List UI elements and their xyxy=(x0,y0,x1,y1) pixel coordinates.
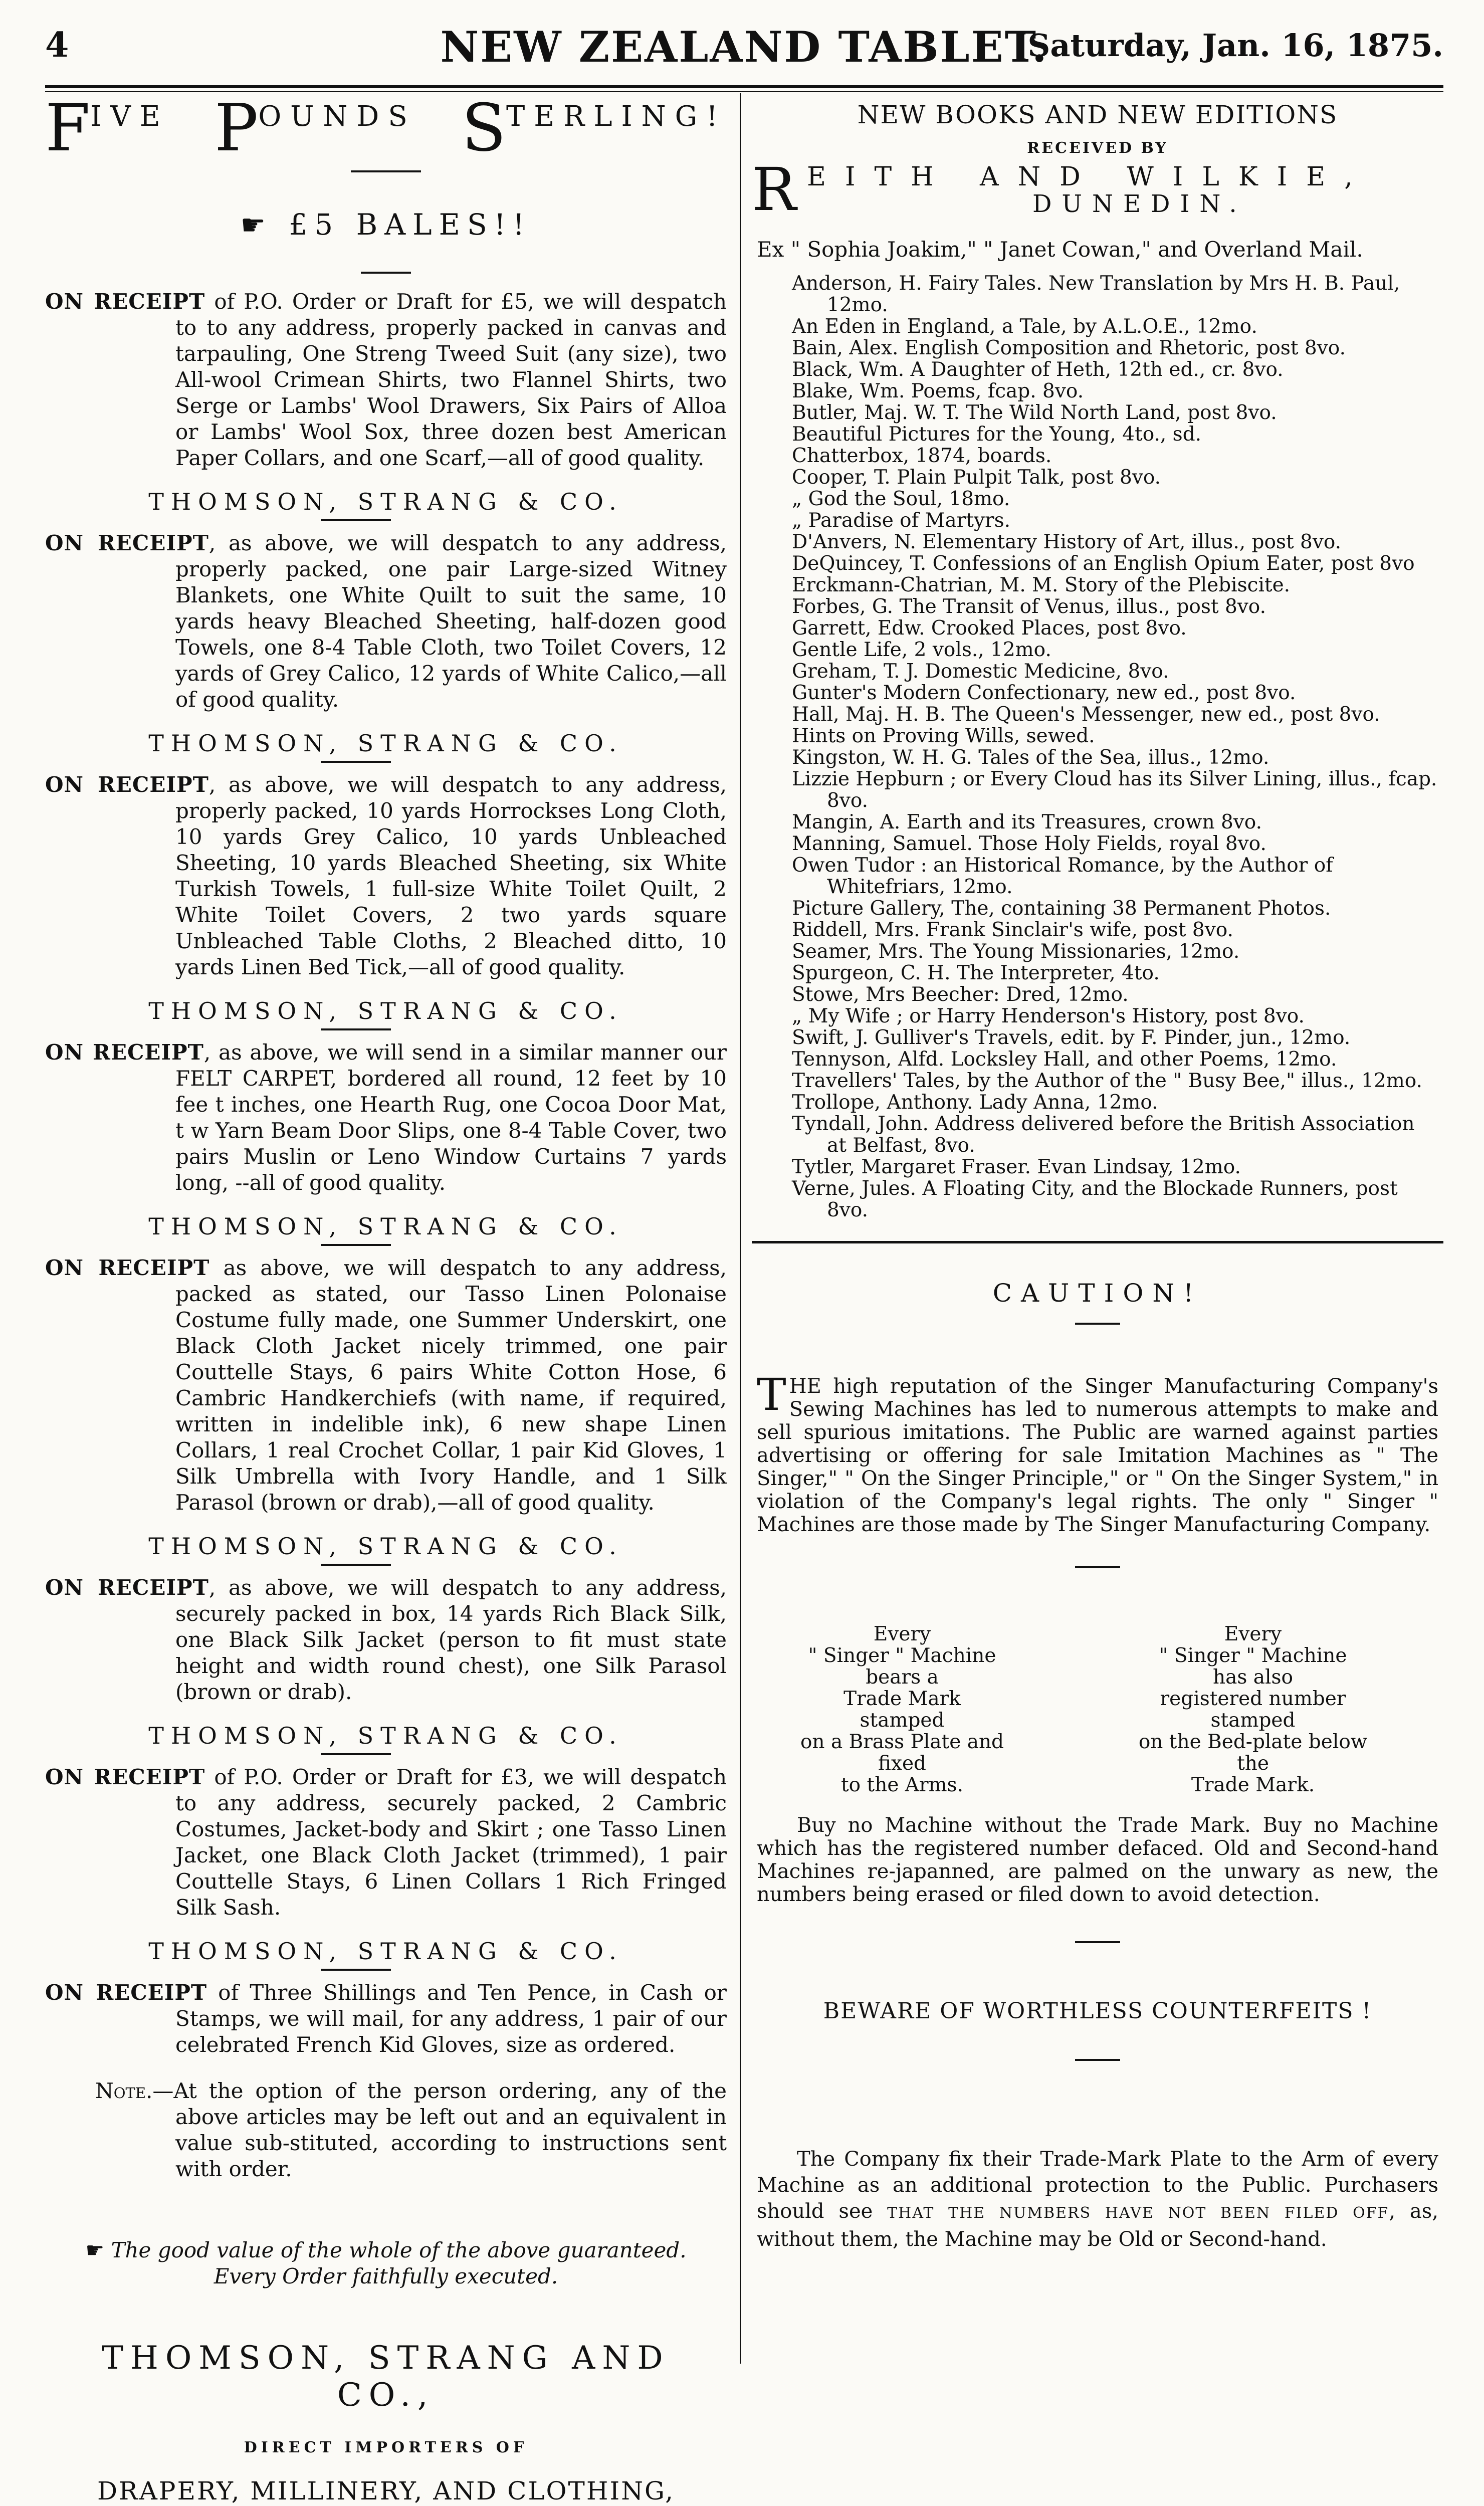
right-column xyxy=(752,95,1443,2272)
divider-rule xyxy=(321,761,391,763)
note-label: Note. xyxy=(95,2078,153,2103)
book-entry: Picture Gallery, The, containing 38 Permanent Photos. xyxy=(792,897,1331,920)
thomson-strang-advertisement xyxy=(45,90,727,2506)
book-entry: Kingston, W. H. G. Tales of the Sea, illus., 12mo. xyxy=(792,746,1269,769)
book-entry: „ Paradise of Martyrs. xyxy=(792,509,1011,532)
book-entry: Beautiful Pictures for the Young, 4to., sd. xyxy=(792,423,1202,446)
offer-text: of P.O. Order or Draft for £3, we will despatch to any address, securely packed, 2 Cambric Costumes, Jacket-body and Skirt ; one Tasso Linen Jacket, one Black Cloth Jacket (trimmed), 1 pair Couttelle Stays, 6 Linen Collars 1 Rich Fringed Silk Sash. xyxy=(175,1765,727,1920)
firm-signature: THOMSON, STRANG & CO. xyxy=(148,1213,623,1240)
guarantee-line-1: The good value of the whole of the above guaranteed. xyxy=(111,2238,687,2262)
book-entry: Tennyson, Alfd. Locksley Hall, and other Poems, 12mo. xyxy=(792,1048,1337,1071)
offer-lead: ON RECEIPT xyxy=(45,1575,209,1600)
caution-body: HE high reputation of the Singer Manufacturing Company's Sewing Machines has led to numerous attempts to make and sell spurious imitations. The Public are warned against parties advertising or offering for sale Imitation Machines as " The Singer," " On the Singer Principle," or " On the Singer System," in violation of the Company's legal rights. The only " Singer " Machines are those made by The Singer Manufacturing Company. xyxy=(757,1375,1438,1536)
book-entry: Erckmann-Chatrian, M. M. Story of the Plebiscite. xyxy=(792,574,1291,596)
offer-lead: ON RECEIPT xyxy=(45,1765,205,1789)
importers-line: DIRECT IMPORTERS OF xyxy=(244,2439,528,2456)
offer-paragraph xyxy=(45,530,727,713)
trade-mark-line: Trade Mark. xyxy=(1191,1774,1315,1796)
plate-text-caps: THAT THE NUMBERS HAVE NOT BEEN FILED OFF xyxy=(887,2204,1389,2222)
trade-mark-line: stamped xyxy=(860,1709,945,1732)
book-entry: Black, Wm. A Daughter of Heth, 12th ed., cr. 8vo. xyxy=(792,358,1284,381)
trade-mark-plate-paragraph xyxy=(752,2146,1443,2252)
buy-no-paragraph: Buy no Machine without the Trade Mark. Buy no Machine which has the registered number defaced. Old and Second-hand Machines re-japanned, are palmed on the unwary as new, the numbers being erased or filed down to avoid detection. xyxy=(757,1814,1438,1906)
book-entry: D'Anvers, N. Elementary History of Art, illus., post 8vo. xyxy=(792,531,1342,553)
firm-signature: THOMSON, STRANG & CO. xyxy=(148,488,623,515)
offer-paragraph xyxy=(45,289,727,471)
plate-text-b: , as, without them, the Machine may be Old or Second-hand. xyxy=(757,2200,1438,2251)
book-entry: Tyndall, John. Address delivered before the British Association at Belfast, 8vo. xyxy=(792,1113,1415,1157)
heading-word-ounds: OUNDS xyxy=(258,100,416,133)
guarantee-line-2: Every Order faithfully executed. xyxy=(214,2264,558,2288)
divider-rule xyxy=(321,1244,391,1246)
newspaper-title: NEW ZEALAND TABLET. xyxy=(440,22,1048,72)
book-entry: Seamer, Mrs. The Young Missionaries, 12mo. xyxy=(792,940,1240,963)
trade-mark-line: Trade Mark xyxy=(843,1688,961,1710)
divider-rule xyxy=(321,1969,391,1971)
plate-text-a: The Company fix their Trade-Mark Plate to the Arm of every Machine as an additional protection to the Public. Purchasers should see xyxy=(757,2148,1438,2223)
note-paragraph xyxy=(45,2078,727,2182)
book-entry: Gunter's Modern Confectionary, new ed., post 8vo. xyxy=(792,682,1296,704)
page-number: 4 xyxy=(45,25,69,65)
offer-list xyxy=(45,289,727,2058)
issue-date: [Saturday, Jan. 16, 1875. xyxy=(1013,27,1443,64)
book-entry: DeQuincey, T. Confessions of an English Opium Eater, post 8vo xyxy=(792,552,1415,575)
book-entry: Forbes, G. The Transit of Venus, illus., post 8vo. xyxy=(792,595,1266,618)
book-entry: Anderson, H. Fairy Tales. New Translation by Mrs H. B. Paul, 12mo. xyxy=(792,272,1400,316)
ex-ships-line: Ex " Sophia Joakim," " Janet Cowan," and Overland Mail. xyxy=(757,237,1363,262)
firm-signature: THOMSON, STRANG & CO. xyxy=(148,1722,623,1749)
trade-mark-line: has also xyxy=(1213,1666,1293,1689)
rw-town: DUNEDIN. xyxy=(1032,190,1247,218)
book-entry: Stowe, Mrs Beecher: Dred, 12mo. xyxy=(792,983,1129,1006)
trade-mark-line: on the Bed-plate below xyxy=(1138,1731,1368,1753)
trade-mark-notice-right xyxy=(1123,1623,1383,1796)
book-entry: Lizzie Hepburn ; or Every Cloud has its Silver Lining, illus., fcap. 8vo. xyxy=(792,768,1437,812)
book-list xyxy=(752,273,1443,1221)
caution-title: CAUTION! xyxy=(992,1279,1203,1308)
divider-rule xyxy=(1075,2059,1120,2061)
offer-lead: ON RECEIPT xyxy=(45,772,209,797)
caution-paragraph xyxy=(752,1369,1443,1536)
book-entry: Owen Tudor : an Historical Romance, by the Author of Whitefriars, 12mo. xyxy=(792,854,1333,898)
book-entry: Cooper, T. Plain Pulpit Talk, post 8vo. xyxy=(792,466,1161,489)
book-entry: Blake, Wm. Poems, fcap. 8vo. xyxy=(792,380,1084,402)
divider-rule xyxy=(1075,1566,1120,1568)
offer-lead: ON RECEIPT xyxy=(45,1256,210,1280)
offer-text: , as above, we will despatch to any address, properly packed, one pair Large-sized Witney Blankets, one White Quilt to suit the same, 10 yards heavy Bleached Sheeting, half-dozen good Towels, one 8-4 Table Cloth, two Toilet Covers, 12 yards of Grey Calico, 12 yards of White Calico,—all of good quality. xyxy=(175,531,727,712)
divider-rule xyxy=(1075,1941,1120,1943)
bales-text: £5 BALES!! xyxy=(289,207,532,242)
book-entry: Chatterbox, 1874, boards. xyxy=(792,445,1052,467)
book-entry: Hall, Maj. H. B. The Queen's Messenger, new ed., post 8vo. xyxy=(792,703,1380,726)
trade-mark-notices xyxy=(752,1623,1443,1796)
rw-initial: R xyxy=(752,155,796,224)
trade-mark-line: stamped xyxy=(1210,1709,1296,1732)
masthead-rule xyxy=(45,85,1443,88)
offer-text: of Three Shillings and Ten Pence, in Cash or Stamps, we will mail, for any address, 1 pair of our celebrated French Kid Gloves, size as ordered. xyxy=(175,1980,727,2057)
offer-lead: ON RECEIPT xyxy=(45,1040,204,1065)
book-entry: Trollope, Anthony. Lady Anna, 12mo. xyxy=(792,1091,1158,1114)
divider-rule xyxy=(321,1753,391,1755)
books-title: NEW BOOKS AND NEW EDITIONS xyxy=(857,100,1338,129)
book-entry: Spurgeon, C. H. The Interpreter, 4to. xyxy=(792,962,1160,984)
divider-rule xyxy=(321,519,391,521)
footer-firm-name: THOMSON, STRANG AND CO., xyxy=(102,2340,670,2414)
heading-word-ive: IVE xyxy=(90,100,169,133)
book-entry: Swift, J. Gulliver's Travels, edit. by F. Pinder, jun., 12mo. xyxy=(792,1026,1351,1049)
rw-name: EITH AND WILKIE, xyxy=(807,162,1372,192)
masthead xyxy=(45,20,1443,80)
heading-initial-p: P xyxy=(214,90,259,166)
trade-mark-line: bears a xyxy=(866,1666,939,1689)
column-divider xyxy=(740,93,741,2364)
offer-lead: ON RECEIPT xyxy=(45,531,209,555)
trade-mark-line: to the Arms. xyxy=(840,1774,964,1796)
offer-paragraph xyxy=(45,1764,727,1921)
trade-mark-line: the xyxy=(1237,1752,1269,1775)
reith-wilkie-heading xyxy=(752,155,1443,224)
divider-rule xyxy=(351,170,421,172)
book-entry: Travellers' Tales, by the Author of the " Busy Bee," illus., 12mo. xyxy=(792,1070,1422,1092)
book-entry: Greham, T. J. Domestic Medicine, 8vo. xyxy=(792,660,1169,683)
received-by: RECEIVED BY xyxy=(1027,139,1168,157)
book-entry: An Eden in England, a Tale, by A.L.O.E., 12mo. xyxy=(792,315,1257,338)
offer-lead: ON RECEIPT xyxy=(45,289,205,314)
book-entry: Riddell, Mrs. Frank Sinclair's wife, post 8vo. xyxy=(792,919,1233,941)
book-entry: Manning, Samuel. Those Holy Fields, royal 8vo. xyxy=(792,832,1266,855)
offer-text: , as above, we will despatch to any address, properly packed, 10 yards Horrockses Long Cloth, 10 yards Grey Calico, 10 yards Unbleached Sheeting, 10 yards Bleached Sheeting, six White Turkish Towels, 1 full-size White Toilet Quilt, 2 White Toilet Covers, 2 two yards square Unbleached Table Cloths, 2 Bleached ditto, 10 yards Linen Bed Tick,—all of good quality. xyxy=(175,772,727,979)
trade-mark-line: Every xyxy=(873,1623,931,1645)
pointing-hand-icon: ☛ xyxy=(240,209,273,242)
offer-lead: ON RECEIPT xyxy=(45,1980,207,2005)
offer-paragraph xyxy=(45,772,727,980)
divider-rule xyxy=(1075,1323,1120,1325)
pointing-hand-icon: ☛ xyxy=(85,2238,105,2262)
book-entry: Butler, Maj. W. T. The Wild North Land, post 8vo. xyxy=(792,401,1277,424)
offer-paragraph xyxy=(45,1039,727,1196)
offer-text: , as above, we will despatch to any address, securely packed in box, 14 yards Rich Black Silk, one Black Silk Jacket (person to fit must state height and width round chest), one Silk Parasol (brown or drab). xyxy=(175,1575,727,1704)
offer-text: , as above, we will send in a similar manner our FELT CARPET, bordered all round, 12 feet by 10 fee t inches, one Hearth Rug, one Cocoa Door Mat, t w Yarn Beam Door Slips, one 8-4 Table Cover, two pairs Muslin or Leno Window Curtains 7 yards long, --all of good quality. xyxy=(175,1040,727,1195)
book-entry: Gentle Life, 2 vols., 12mo. xyxy=(792,639,1051,661)
book-entry: „ God the Soul, 18mo. xyxy=(792,488,1010,510)
bales-line xyxy=(45,207,727,242)
heading-initial-s: S xyxy=(461,90,506,166)
trade-mark-line: Every xyxy=(1224,1623,1282,1645)
offer-paragraph xyxy=(45,1980,727,2058)
book-entry: Garrett, Edw. Crooked Places, post 8vo. xyxy=(792,617,1187,640)
firm-signature: THOMSON, STRANG & CO. xyxy=(148,997,623,1024)
note-text: —At the option of the person ordering, any of the above articles may be left out and an equivalent in value sub-stituted, according to instructions sent with order. xyxy=(152,2078,727,2181)
trade-mark-line: " Singer " Machine xyxy=(1159,1644,1347,1667)
firm-signature: THOMSON, STRANG & CO. xyxy=(148,1938,623,1965)
trade-mark-line: " Singer " Machine xyxy=(808,1644,996,1667)
divider-rule xyxy=(321,1028,391,1030)
book-entry: Mangin, A. Earth and its Treasures, crown 8vo. xyxy=(792,811,1262,833)
offer-text: as above, we will despatch to any address, packed as stated, our Tasso Linen Polonaise Costume fully made, one Summer Underskirt, one Black Cloth Jacket nicely trimmed, one pair Couttelle Stays, 6 pairs White Cotton Hose, 6 Cambric Handkerchiefs (with name, if required, written in indelible ink), 6 new shape Linen Collars, 1 real Crochet Collar, 1 pair Kid Gloves, 1 Silk Umbrella with Ivory Handle, and 1 Silk Parasol (brown or drab),—all of good quality. xyxy=(175,1256,727,1515)
beware-heading: BEWARE OF WORTHLESS COUNTERFEITS ! xyxy=(823,1998,1372,2024)
drapery-line: DRAPERY, MILLINERY, AND CLOTHING, xyxy=(97,2476,675,2505)
section-rule xyxy=(752,1241,1443,1243)
offer-paragraph xyxy=(45,1255,727,1516)
trade-mark-line: on a Brass Plate and xyxy=(800,1731,1004,1753)
firm-signature: THOMSON, STRANG & CO. xyxy=(148,1533,623,1560)
book-entry: „ My Wife ; or Harry Henderson's History, post 8vo. xyxy=(792,1005,1305,1027)
trade-mark-line: fixed xyxy=(878,1752,927,1775)
ad-heading xyxy=(45,90,727,170)
divider-rule xyxy=(361,272,411,274)
offer-text: of P.O. Order or Draft for £5, we will despatch to to any address, properly packed in canvas and tarpauling, One Streng Tweed Suit (any size), two All-wool Crimean Shirts, two Flannel Shirts, two Serge or Lambs' Wool Drawers, Six Pairs of Alloa or Lambs' Wool Sox, three dozen best American Paper Collars, and one Scarf,—all of good quality. xyxy=(175,289,727,470)
guarantee xyxy=(45,2237,727,2289)
heading-initial-f: F xyxy=(45,90,91,166)
book-entry: Tytler, Margaret Fraser. Evan Lindsay, 12mo. xyxy=(792,1156,1241,1178)
book-entry: Verne, Jules. A Floating City, and the Blockade Runners, post 8vo. xyxy=(792,1177,1398,1221)
drop-cap: T xyxy=(757,1369,786,1420)
offer-paragraph xyxy=(45,1575,727,1705)
trade-mark-notice-left xyxy=(772,1623,1032,1796)
divider-rule xyxy=(321,1564,391,1566)
firm-signature: THOMSON, STRANG & CO. xyxy=(148,730,623,757)
trade-mark-line: registered number xyxy=(1160,1688,1346,1710)
book-entry: Bain, Alex. English Composition and Rhetoric, post 8vo. xyxy=(792,337,1346,359)
heading-word-terling: TERLING! xyxy=(506,100,727,133)
book-entry: Hints on Proving Wills, sewed. xyxy=(792,725,1095,747)
